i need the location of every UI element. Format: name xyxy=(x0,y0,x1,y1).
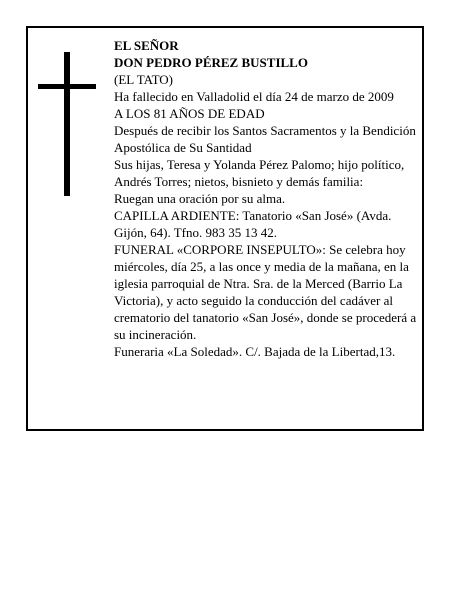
prayer-request: Ruegan una oración por su alma. xyxy=(114,191,286,206)
family-statement: Sus hijas, Teresa y Yolanda Pérez Palomo; hijo político, Andrés Torres; nietos, bisnieto y demás familia: xyxy=(114,157,405,189)
age-statement: A LOS 81 AÑOS DE EDAD xyxy=(114,106,265,121)
chapel-info: CAPILLA ARDIENTE: Tanatorio «San José» (Avda. Gijón, 64). Tfno. 983 35 13 42. xyxy=(114,208,392,240)
deceased-title: EL SEÑOR xyxy=(114,38,179,53)
deceased-nickname: (EL TATO) xyxy=(114,72,174,87)
funeral-home-info: Funeraria «La Soledad». C/. Bajada de la Libertad,13. xyxy=(114,344,396,359)
cross-horizontal-bar xyxy=(38,84,96,89)
deceased-name: DON PEDRO PÉREZ BUSTILLO xyxy=(114,55,308,70)
funeral-info: FUNERAL «CORPORE INSEPULTO»: Se celebra hoy miércoles, día 25, a las once y media de la mañana, en la iglesia parroquial de Ntra. Sra. de la Merced (Barrio La Victoria), y acto seguido la conducción del cadáver al crematorio del tanatorio «San José», donde se procederá a su incineración. xyxy=(114,242,417,342)
death-statement: Ha fallecido en Valladolid el día 24 de marzo de 2009 xyxy=(114,89,394,104)
cross-vertical-bar xyxy=(64,52,70,196)
obituary-text xyxy=(114,37,424,360)
sacraments-statement: Después de recibir los Santos Sacramentos y la Bendición Apostólica de Su Santidad xyxy=(114,123,416,155)
